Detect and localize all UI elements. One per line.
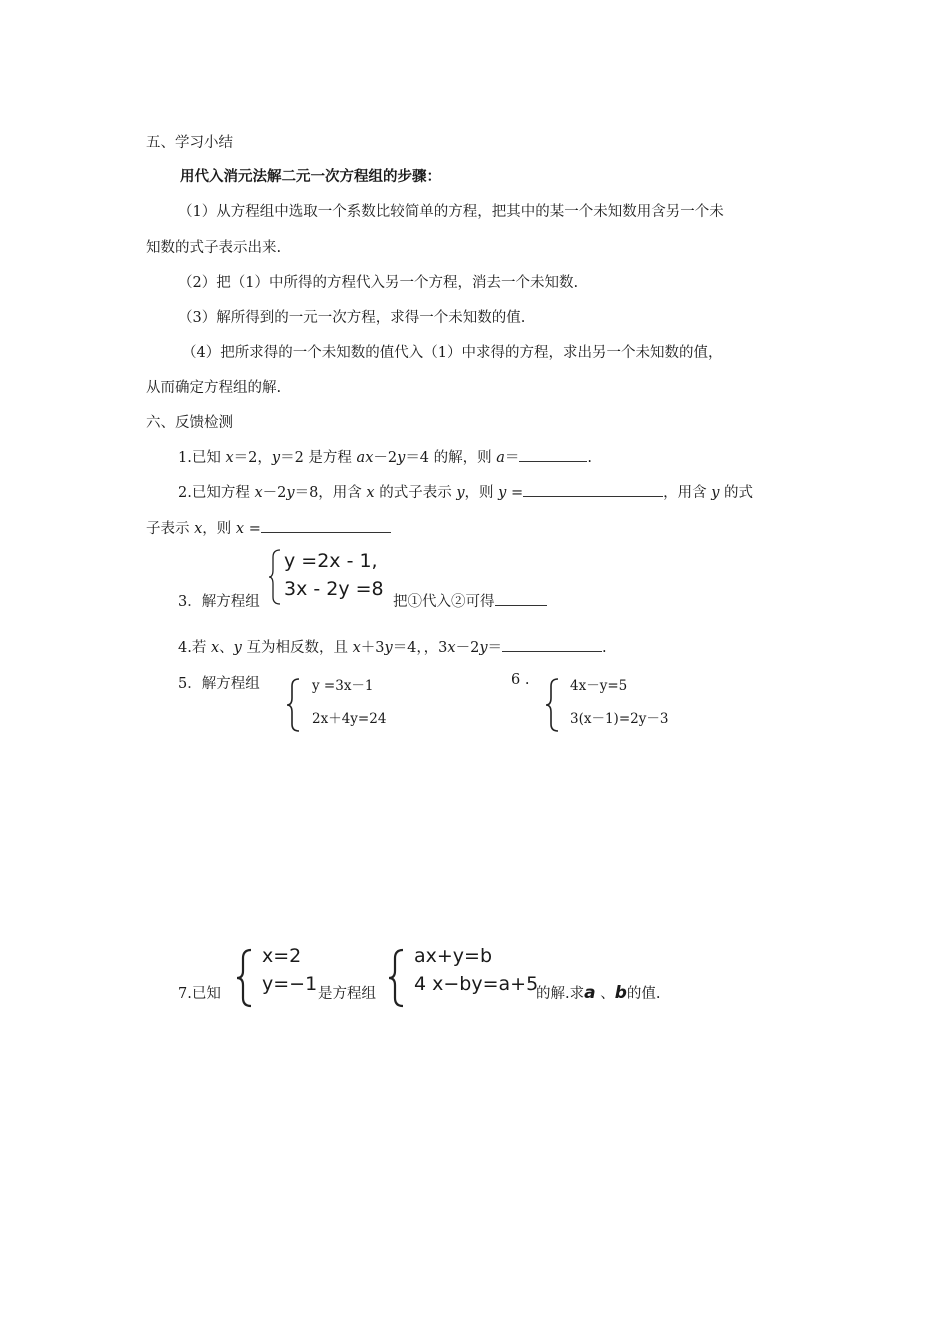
q3-equation-1: y =2x - 1, [284, 550, 378, 572]
brace-icon [544, 677, 560, 733]
q6-equation-2: 3(x－1)=2y－3 [570, 711, 669, 727]
brace-icon [268, 548, 282, 606]
q5-equation-1: y =3x－1 [312, 678, 374, 694]
q5-equation-2: 2x＋4y=24 [312, 711, 387, 727]
steps-subheading: 用代入消元法解二元一次方程组的步骤： [180, 168, 441, 185]
question-4: 4.若 x、y 互为相反数，且 x＋3y＝4，，3x－2y＝ . [178, 636, 607, 657]
q7-equation-2: 4 x−by=a+5 [414, 973, 539, 995]
step-one-line-b: 知数的式子表示出来. [146, 240, 282, 256]
brace-icon [285, 677, 301, 733]
answer-blank-2a[interactable] [523, 482, 663, 497]
question-6-label: 6 . [511, 672, 530, 688]
question-7-label: 7.已知 [178, 986, 221, 1002]
q7-solution-y: y=−1 [262, 973, 318, 995]
step-four-line-a: （4）把所求得的一个未知数的值代入（1）中求得的方程，求出另一个未知数的值， [182, 345, 723, 361]
section-five-heading: 五、学习小结 [146, 135, 233, 151]
answer-blank-2b[interactable] [261, 518, 391, 533]
q3-equation-2: 3x - 2y =8 [284, 578, 384, 600]
answer-blank-1[interactable] [519, 447, 587, 462]
q7-solution-x: x=2 [262, 945, 302, 967]
question-3-tail: 把①代入②可得 [393, 590, 547, 611]
question-2-line-a: 2.已知方程 x－2y＝8，用含 x 的式子表示 y，则 y = ，用含 y 的式 [178, 481, 753, 502]
q7-equation-1: ax+y=b [414, 945, 493, 967]
question-7-tail: 的解.求a 、b的值. [536, 983, 661, 1003]
section-six-heading: 六、反馈检测 [146, 415, 233, 431]
q6-equation-1: 4x－y=5 [570, 678, 628, 694]
question-5-label: 5．解方程组 [178, 676, 260, 692]
question-2-line-b: 子表示 x，则 x = [146, 517, 391, 538]
brace-icon [234, 948, 254, 1008]
question-1: 1.已知 x＝2，y＝2 是方程 ax－2y＝4 的解，则 a＝ . [178, 446, 592, 467]
answer-blank-4[interactable] [502, 637, 602, 652]
step-one-line-a: （1）从方程组中选取一个系数比较简单的方程，把其中的某一个未知数用含另一个未 [178, 204, 724, 220]
question-7-mid: 是方程组 [318, 986, 376, 1002]
question-3-label: 3．解方程组 [178, 594, 260, 610]
brace-icon [386, 948, 406, 1008]
step-two: （2）把（1）中所得的方程代入另一个方程，消去一个未知数. [178, 275, 579, 291]
answer-blank-3[interactable] [495, 591, 547, 606]
step-four-line-b: 从而确定方程组的解. [146, 380, 282, 396]
step-three: （3）解所得到的一元一次方程，求得一个未知数的值. [178, 310, 526, 326]
